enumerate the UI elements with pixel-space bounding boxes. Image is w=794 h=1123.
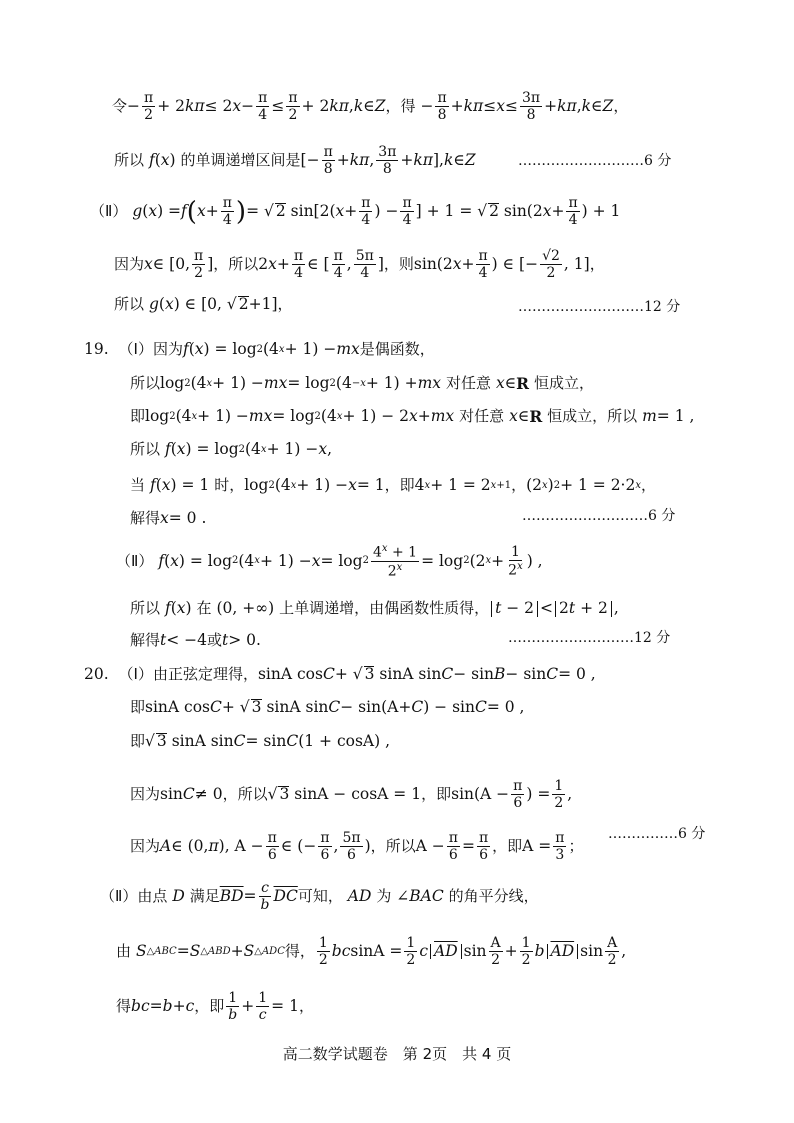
text: 在: [196, 599, 212, 618]
line-11: 解得 x = 0 .: [130, 509, 207, 528]
fraction: $\frac{A}{2}$: [490, 935, 501, 969]
text: 的单调递增区间是: [180, 151, 301, 170]
fraction: $\frac{\pi}{3}$: [555, 830, 565, 864]
fraction: $\frac{\pi}{4}$: [333, 248, 343, 282]
text: ，得: [385, 97, 416, 116]
fraction: $\frac{\pi}{4}$: [361, 195, 371, 229]
text: 解得: [130, 631, 161, 650]
line-2: 所以 f ( x ) 的单调递增区间是 [− $\frac{\pi}{8}$ + kπ , $\frac{3\pi}{8}$ + kπ ], k ∈ Z: [114, 144, 476, 178]
line-14: 解得 t < −4 或 t > 0 .: [130, 631, 261, 650]
text: ，: [511, 476, 527, 495]
text: 的角平分线，: [448, 887, 539, 906]
fraction: $\frac{1}{2}$: [521, 935, 531, 969]
text: 对任意: [459, 407, 505, 426]
fraction: $\frac{\pi}{6}$: [513, 778, 523, 812]
line-3: （Ⅱ） g ( x ) = f ( x + $\frac{\pi}{4}$ ) = √ 2 sin[2( x + $\frac{\pi}{4}$ ) − $\frac{\pi}{4}$ ] + 1 = √ 2 sin(2 x + $\frac{\pi}{4}$ ) + 1: [90, 195, 621, 229]
line-17: 即 √ 3 sinA sin C = sin C (1 + cosA) ,: [130, 731, 390, 750]
fraction: $\frac{1}{2^x}$: [508, 543, 523, 579]
line-20: （Ⅱ）由点 D 满足 $\overline{BD}$ = $\frac{c}{b}$ $\overline{DC}$ 可知， AD 为 ∠ BAC 的角平分线，: [100, 880, 539, 914]
fraction: $\frac{1}{b}$: [228, 990, 238, 1024]
text: 令: [112, 97, 128, 116]
fraction: $\frac{\pi}{4}$: [293, 248, 304, 282]
score-12: ………………………12 分: [518, 299, 681, 315]
text: ，即: [492, 837, 523, 856]
fraction: $\frac{\pi}{6}$: [448, 830, 458, 864]
question-number: 19.: [84, 340, 109, 358]
text: ，即: [384, 476, 415, 495]
line-21: 由 S △ABC = S △ABD + S △ADC 得， $\frac{1}{2}$ bc sinA = $\frac{1}{2}$ c $\overline{AD}$ sin $\frac{A}{2}$ + $\frac{1}{2}$ b $\overline{AD}$ sin $\frac{A}{2}$ ,: [116, 935, 627, 969]
text: 解得: [130, 509, 161, 528]
score-12: ………………………12 分: [508, 630, 671, 646]
text: （Ⅱ）: [90, 202, 128, 221]
text: ，: [589, 255, 605, 274]
text: 可知，: [297, 887, 343, 906]
text: .: [256, 631, 261, 649]
text: 上单调递增，由偶函数性质得，: [279, 599, 490, 618]
text: 因为: [130, 785, 161, 804]
fraction: $\frac{1}{c}$: [258, 990, 268, 1024]
line-13: 所以 f ( x ) 在 (0, +∞) 上单调递增，由偶函数性质得， t − 2 < 2t + 2 ,: [130, 599, 619, 618]
fraction: $\frac{\pi}{4}$: [258, 90, 268, 124]
line-9: 所以 f ( x ) = log 2 (4 x + 1) − x ,: [130, 440, 332, 459]
line-10: 当 f ( x ) = 1 时， log 2 (4 x + 1) − x = 1 ，即 4 x + 1 = 2 x+1 ， (2 x ) 2 + 1 = 2·2 x ，: [130, 476, 657, 495]
page-footer: 高二数学试题卷 第 2页 共 4 页: [282, 1045, 512, 1063]
text: 所以: [130, 599, 161, 618]
fraction: $\frac{5\pi}{4}$: [355, 248, 374, 282]
text: 即: [130, 731, 146, 750]
fraction: $\frac{1}{2}$: [554, 778, 564, 812]
line-7: 所以 log 2 (4 x + 1) − mx = log 2 (4 −x + 1) + mx 对任意 x ∈ R 恒成立，: [130, 374, 595, 393]
line-16: 即 sinA cos C + √ 3 sinA sin C − sin(A+ C ) − sin C = 0 ,: [130, 697, 525, 716]
fraction: $\frac{\pi}{4}$: [568, 195, 578, 229]
line-8: 即 log 2 (4 x + 1) − mx = log 2 (4 x + 1) − 2 x + mx 对任意 x ∈ R 恒成立，所以 m = 1 ,: [130, 407, 695, 426]
text: 或: [207, 631, 223, 650]
line-18: 因为 sin C ≠ 0 ，所以 √ 3 sinA − cosA = 1 ，即 sin(A − $\frac{\pi}{6}$ ) = $\frac{1}{2}$ ,: [130, 778, 573, 812]
fraction: $\frac{\pi}{4}$: [402, 195, 412, 229]
text: ，则: [383, 255, 414, 274]
question-19-header: 19. （Ⅰ）因为 f ( x ) = log 2 (4 x + 1) − mx 是偶函数，: [84, 340, 435, 359]
text: 因为: [114, 255, 145, 274]
text: 时，: [214, 476, 245, 495]
text: ，: [298, 997, 314, 1016]
line-12: （Ⅱ） f ( x ) = log 2 (4 x + 1) − x = log 2 $\frac{4^x + 1}{2^x}$ = log 2 (2 x + $\frac{1}{2^x}$ ) ,: [116, 543, 543, 580]
text: 所以: [130, 440, 161, 459]
fraction: $\frac{3\pi}{8}$: [378, 144, 397, 178]
fraction: $\frac{\pi}{6}$: [267, 830, 277, 864]
fraction: $\frac{\pi}{2}$: [194, 248, 204, 282]
score-6: ……………6 分: [608, 826, 706, 842]
fraction: $\frac{\pi}{8}$: [323, 144, 333, 178]
text: ，: [277, 294, 293, 313]
text: （Ⅱ）: [116, 551, 154, 570]
text: 所以: [114, 151, 145, 170]
text: 对任意: [445, 374, 491, 393]
text: ，即: [421, 785, 452, 804]
fraction: $\frac{\pi}{6}$: [320, 830, 330, 864]
text: （Ⅰ）由正弦定理得，: [118, 664, 258, 683]
score-6: ………………………6 分: [522, 508, 676, 524]
fraction: $\frac{1}{2}$: [318, 935, 328, 969]
line-5: 所以 g ( x ) ∈ [0, √ 2 +1] ，: [114, 294, 293, 313]
fraction: $\frac{\pi}{4}$: [478, 248, 488, 282]
text: 即: [130, 697, 146, 716]
fraction: $\frac{1}{2}$: [406, 935, 416, 969]
fraction: $\frac{3\pi}{8}$: [522, 90, 541, 124]
fraction: $\frac{4^x + 1}{2^x}$: [372, 543, 418, 580]
question-20-header: 20. （Ⅰ）由正弦定理得， sinA cos C + √ 3 sinA sin C − sin B − sin C = 0 ,: [84, 664, 596, 683]
line-22: 得 bc = b + c ，即 $\frac{1}{b}$ + $\frac{1}{c}$ = 1 ，: [116, 990, 314, 1024]
text: ，所以: [222, 785, 268, 804]
text: 是偶函数，: [359, 340, 435, 359]
text: （Ⅱ）由点: [100, 887, 168, 906]
line-1: 令 − $\frac{\pi}{2}$ + 2 kπ ≤ 2 x − $\frac{\pi}{4}$ ≤ $\frac{\pi}{2}$ + 2 kπ , k ∈ Z ，得 − $\frac{\pi}{8}$ + kπ ≤ x ≤ $\frac{3\pi}{8}$ + kπ , k ∈ Z ，: [112, 90, 629, 124]
text: 满足: [189, 887, 220, 906]
fraction: $\frac{A}{2}$: [607, 935, 618, 969]
text: （Ⅰ）因为: [118, 340, 183, 359]
fraction: $\frac{\pi}{8}$: [437, 90, 447, 124]
text: ；: [568, 837, 584, 856]
text: ，即: [194, 997, 225, 1016]
text: 由: [116, 942, 132, 961]
text: ，所以: [213, 255, 259, 274]
fraction: $\frac{\pi}{2}$: [288, 90, 298, 124]
score-6: ………………………6 分: [518, 153, 672, 169]
text: ，所以: [370, 837, 416, 856]
text: 所以: [114, 294, 145, 313]
fraction: $\frac{√2}{2}$: [542, 248, 560, 282]
text: ，: [613, 97, 629, 116]
text: 当: [130, 476, 146, 495]
text: 得: [116, 997, 132, 1016]
text: 因为: [130, 837, 161, 856]
fraction: $\frac{\pi}{6}$: [478, 830, 489, 864]
text: 得，: [284, 942, 315, 961]
line-4: 因为 x ∈ [0, $\frac{\pi}{2}$ ] ，所以 2 x + $\frac{\pi}{4}$ ∈ [ $\frac{\pi}{4}$ , $\frac{5\pi}{4}$ ] ，则 sin(2 x + $\frac{\pi}{4}$ ) ∈ [− $\frac{√2}{2}$ , 1] ，: [114, 248, 605, 282]
text: 为: [376, 887, 392, 906]
fraction: $\frac{5\pi}{6}$: [342, 830, 361, 864]
fraction: $\frac{c}{b}$: [260, 880, 270, 914]
fraction: $\frac{\pi}{4}$: [222, 195, 232, 229]
line-19: 因为 A ∈ (0, π ), A − $\frac{\pi}{6}$ ∈ (− $\frac{\pi}{6}$ , $\frac{5\pi}{6}$ ) ，所以 A − $\frac{\pi}{6}$ = $\frac{\pi}{6}$ ，即 A = $\frac{\pi}{3}$ ；: [130, 830, 584, 864]
question-number: 20.: [84, 664, 109, 683]
text: 恒成立，: [534, 374, 595, 393]
fraction: $\frac{\pi}{2}$: [144, 90, 154, 124]
text: 即: [130, 407, 146, 426]
text: ，: [641, 476, 657, 495]
text: 恒成立，所以: [547, 407, 638, 426]
text: 所以: [130, 374, 161, 393]
